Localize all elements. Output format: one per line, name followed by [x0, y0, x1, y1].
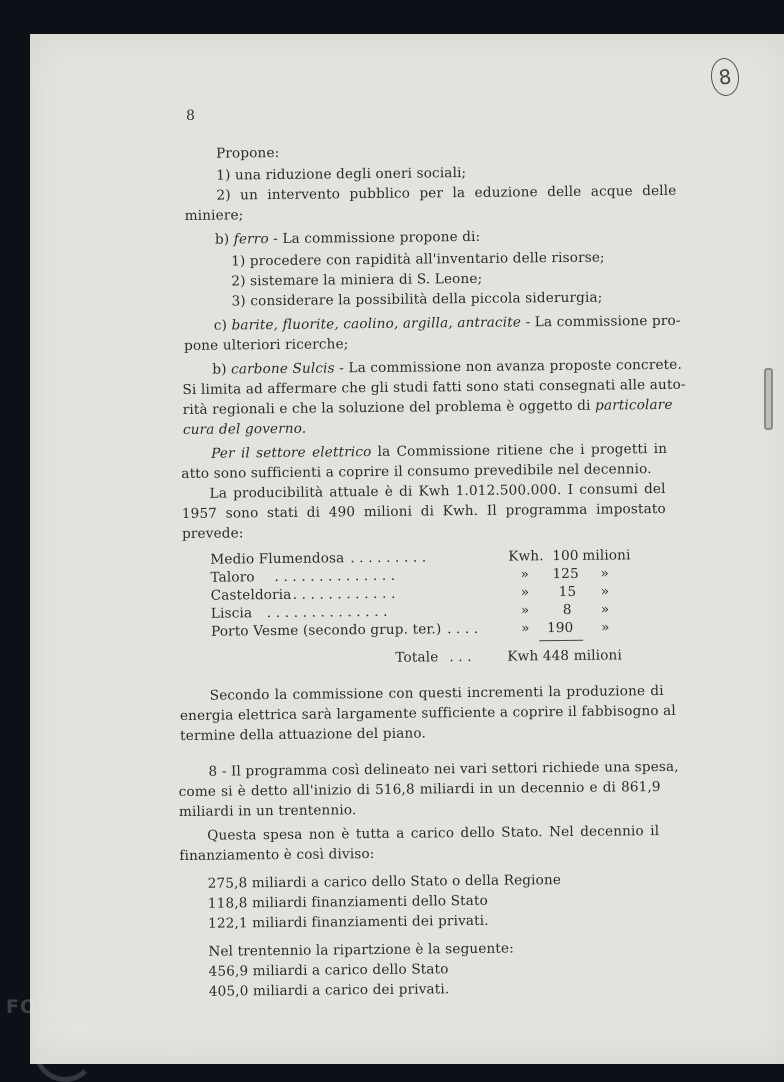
watermark-line-1: FONDAZIONE	[6, 996, 158, 1018]
decennio-item-3: 122,1 miliardi finanziamenti dei privati.	[208, 912, 489, 932]
watermark-line-3: onlus	[166, 1048, 193, 1056]
proposal-2: 2) un intervento pubblico per la eduzione delle acque delle	[216, 182, 677, 204]
ferro-prefix: b)	[214, 231, 230, 248]
table-row: Casteldoria . . . . . . . . . . . . » 15 »	[210, 583, 610, 604]
programma-line-3: miliardi in un trentennio.	[178, 802, 357, 821]
paper-clip	[764, 368, 773, 430]
watermark-line-2: RAMSCI	[64, 1018, 153, 1040]
trentennio-heading: Nel trentennio la ripartzione è la seguente:	[208, 940, 515, 960]
carbone-line-2: Si limita ad affermare che gli studi fatti sono stati consegnati alle auto-	[182, 376, 686, 398]
secondo-line-2: energia elettrica sarà largamente sufficiente a coprire il fabbisogno al	[179, 702, 676, 725]
watermark-logo	[6, 996, 193, 1056]
programma-line-1: 8 - Il programma così delineato nei vari settori richiede una spesa,	[208, 758, 679, 780]
ferro-rest: - La commissione propone di:	[273, 228, 481, 248]
carbone-label: carbone Sulcis	[231, 360, 335, 378]
page-number: 8	[186, 108, 195, 124]
elettrico-line-4: 1957 sono stati di 490 milioni di Kwh. Il programma impostato	[181, 500, 666, 523]
elettrico-line-5: prevede:	[181, 525, 244, 542]
decennio-item-1: 275,8 miliardi a carico dello Stato o della Regione	[207, 872, 562, 892]
page-number-stamp: 8	[709, 57, 741, 98]
elettrico-line-1: Per il settore elettrico la Commissione ritiene che i progetti in	[211, 440, 668, 462]
proposal-2-cont: miniere;	[184, 207, 244, 224]
table-total: Totale . . . Kwh 448 milioni	[395, 647, 623, 666]
elettrico-line-2: atto sono sufficienti a coprire il consumo prevedibile nel decennio.	[181, 461, 652, 483]
barite-line-1: c) barite, fluorite, caolino, argilla, antracite - La commissione pro-	[213, 312, 681, 334]
table-row: Porto Vesme (secondo grup. ter.) . . . . » 190 »	[210, 619, 610, 640]
ferro-item-2: 2) sistemare la miniera di S. Leone;	[231, 270, 483, 290]
programma-line-5: finanziamento è così diviso:	[179, 846, 375, 865]
ferro-item-3: 3) considerare la possibilità della piccola siderurgia;	[231, 289, 603, 310]
secondo-line-3: termine della attuazione del piano.	[180, 725, 426, 745]
ferro-label: ferro	[233, 231, 269, 248]
table-row: Medio Flumendosa . . . . . . . . . Kwh. 100 milioni	[210, 547, 631, 568]
barite-line-2: pone ulteriori ricerche;	[183, 336, 349, 354]
decennio-item-2: 118,8 miliardi finanziamenti dello Stato	[207, 892, 489, 912]
secondo-line-1: Secondo la commissione con questi incrementi la produzione di	[209, 682, 664, 704]
barite-label: barite, fluorite, caolino, argilla, antracite	[231, 314, 522, 334]
watermark-g-icon	[34, 1020, 96, 1082]
programma-line-4: Questa spesa non è tutta a carico dello Stato. Nel decennio il	[207, 823, 660, 844]
ferro-item-1: 1) procedere con rapidità all'inventario delle risorse;	[231, 249, 605, 270]
carbone-line-1: b) carbone Sulcis - La commissione non avanza proposte concrete.	[212, 356, 682, 378]
carbone-line-3: rità regionali e che la soluzione del problema è oggetto di particolare	[182, 396, 673, 418]
trentennio-item-2: 405,0 miliardi a carico dei privati.	[208, 981, 450, 1000]
heading-propone: Propone:	[215, 144, 280, 162]
proposal-1: 1) una riduzione degli oneri sociali;	[216, 165, 467, 184]
table-row: Liscia . . . . . . . . . . . . . . » 8 »	[210, 601, 610, 622]
elettrico-line-3: La producibilità attuale è di Kwh 1.012.500.000. I consumi del	[209, 480, 666, 502]
trentennio-item-1: 456,9 miliardi a carico dello Stato	[208, 961, 449, 980]
programma-line-2: come si è detto all'inizio di 516,8 miliardi in un decennio e di 861,9	[178, 779, 661, 801]
table-row: Taloro . . . . . . . . . . . . . . » 125 »	[210, 565, 610, 586]
ferro-heading	[215, 229, 481, 248]
carbone-line-4: cura del governo.	[182, 420, 307, 438]
